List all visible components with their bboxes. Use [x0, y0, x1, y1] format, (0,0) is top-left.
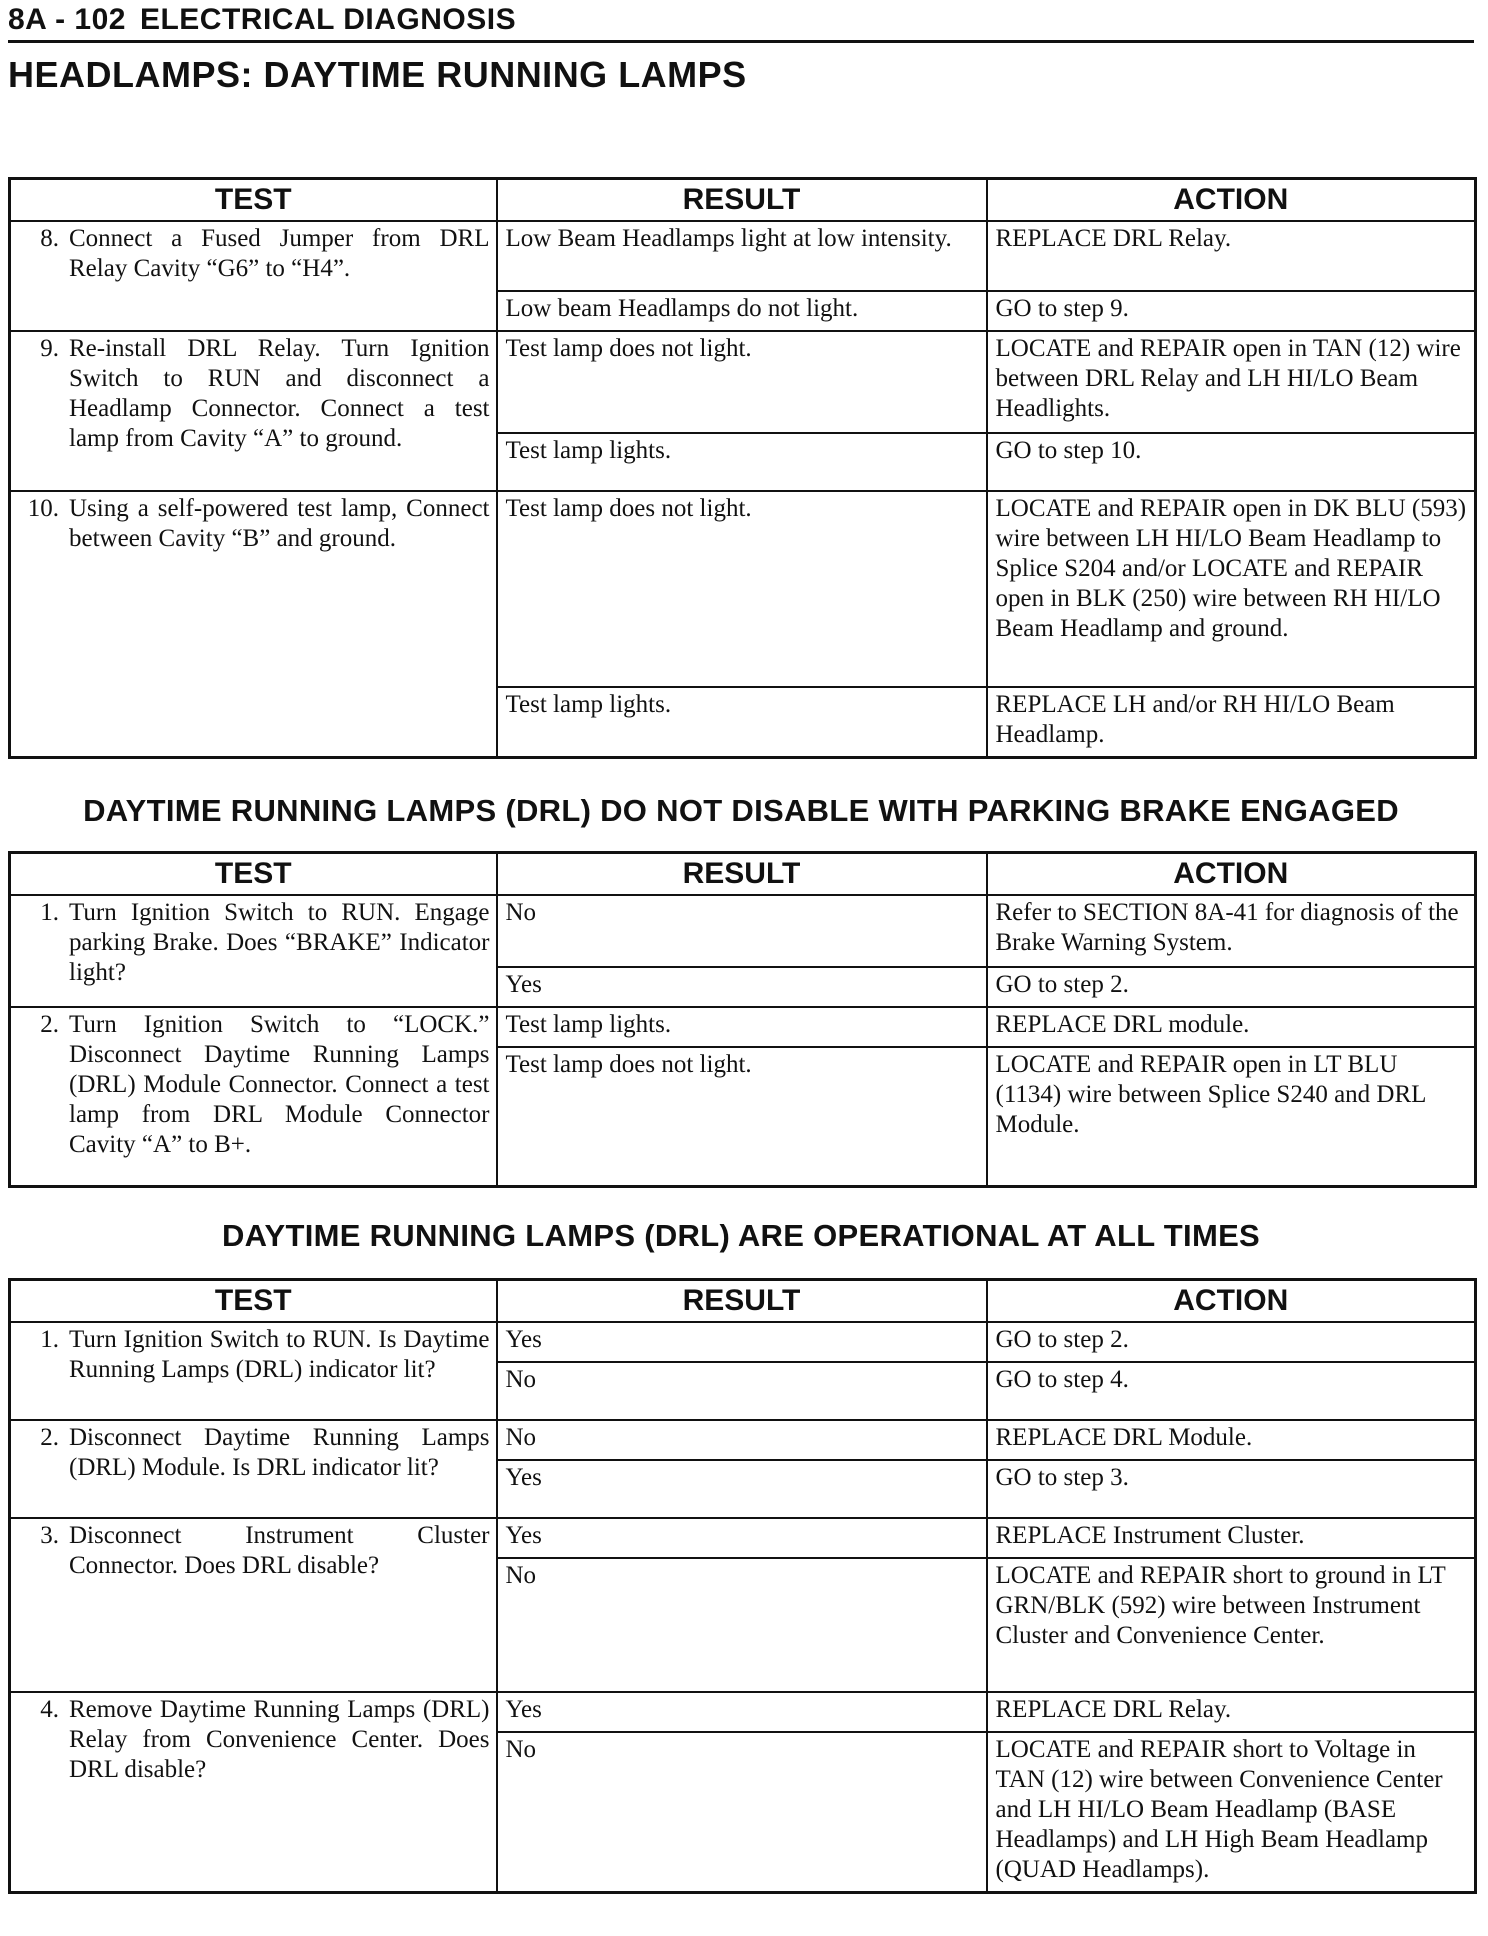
action-cell: LOCATE and REPAIR short to Voltage in TAN (12) wire between Convenience Center and LH HI/LO Beam Headlamp (BASE Headlamps) and LH High Beam Headlamp (QUAD Headlamps). — [987, 1732, 1476, 1892]
action-cell: Refer to SECTION 8A-41 for diagnosis of the Brake Warning System. — [987, 895, 1476, 967]
table-header-row — [10, 852, 1476, 895]
diagnosis-table-3 — [8, 1278, 1477, 1894]
result-cell: Yes — [497, 1518, 987, 1558]
table-row — [10, 491, 1476, 687]
test-step-3 — [10, 1518, 497, 1692]
action-cell: GO to step 10. — [987, 433, 1476, 491]
section-name: ELECTRICAL DIAGNOSIS — [139, 3, 517, 36]
result-cell: No — [497, 1732, 987, 1892]
section-title-operational-all-times: DAYTIME RUNNING LAMPS (DRL) ARE OPERATIONAL AT ALL TIMES — [221, 1218, 1261, 1253]
table-row — [10, 221, 1476, 291]
result-cell: Test lamp lights. — [497, 1007, 987, 1047]
step-text: Disconnect Instrument Cluster Connector. Does DRL disable? — [69, 1522, 490, 1579]
test-step-2 — [10, 1007, 497, 1187]
step-text: Remove Daytime Running Lamps (DRL) Relay from Convenience Center. Does DRL disable? — [69, 1696, 490, 1783]
test-step-1 — [10, 1322, 497, 1420]
test-step-9 — [10, 331, 497, 491]
step-number: 1. — [40, 1326, 59, 1353]
action-cell: GO to step 3. — [987, 1460, 1476, 1518]
col-header-action: ACTION — [987, 852, 1476, 895]
result-cell: Low Beam Headlamps light at low intensity. — [497, 221, 987, 291]
diagnosis-table-2 — [8, 851, 1477, 1189]
action-cell: REPLACE Instrument Cluster. — [987, 1518, 1476, 1558]
action-cell: GO to step 9. — [987, 291, 1476, 331]
step-text: Turn Ignition Switch to “LOCK.” Disconnect Daytime Running Lamps (DRL) Module Connector. Connect a test lamp from DRL Module Connector Cavity “A” to B+. — [69, 1010, 490, 1158]
result-cell: No — [497, 1420, 987, 1460]
result-cell: Low beam Headlamps do not light. — [497, 291, 987, 331]
table-row — [10, 1322, 1476, 1362]
col-header-result: RESULT — [497, 179, 987, 222]
step-text: Disconnect Daytime Running Lamps (DRL) Module. Is DRL indicator lit? — [69, 1424, 490, 1481]
action-cell: LOCATE and REPAIR short to ground in LT GRN/BLK (592) wire between Instrument Cluster and Convenience Center. — [987, 1558, 1476, 1692]
table-row — [10, 1692, 1476, 1732]
page-number: 8A - 102 — [8, 3, 126, 36]
result-cell: Yes — [497, 967, 987, 1007]
action-cell: REPLACE DRL Relay. — [987, 1692, 1476, 1732]
test-step-1 — [10, 895, 497, 1007]
result-cell: No — [497, 1362, 987, 1420]
action-cell: REPLACE DRL Module. — [987, 1420, 1476, 1460]
test-step-8 — [10, 221, 497, 331]
page-header — [8, 0, 1474, 43]
result-cell: No — [497, 895, 987, 967]
test-step-4 — [10, 1692, 497, 1892]
step-number: 10. — [27, 495, 59, 522]
section-title-parking-brake: DAYTIME RUNNING LAMPS (DRL) DO NOT DISABLE WITH PARKING BRAKE ENGAGED — [83, 792, 1399, 828]
step-number: 4. — [40, 1696, 59, 1723]
action-cell: LOCATE and REPAIR open in LT BLU (1134) wire between Splice S240 and DRL Module. — [987, 1047, 1476, 1187]
action-cell: LOCATE and REPAIR open in DK BLU (593) wire between LH HI/LO Beam Headlamp to Splice S204 and/or LOCATE and REPAIR open in BLK (250) wire between RH HI/LO Beam Headlamp and ground. — [987, 491, 1476, 687]
table-header-row — [10, 1280, 1476, 1323]
step-text: Connect a Fused Jumper from DRL Relay Cavity “G6” to “H4”. — [69, 225, 490, 282]
manual-page — [8, 0, 1474, 1894]
result-cell: Yes — [497, 1460, 987, 1518]
result-cell: Yes — [497, 1322, 987, 1362]
col-header-action: ACTION — [987, 179, 1476, 222]
result-cell: Yes — [497, 1692, 987, 1732]
table-row — [10, 331, 1476, 433]
step-number: 8. — [40, 225, 59, 252]
col-header-action: ACTION — [987, 1280, 1476, 1323]
action-cell: GO to step 2. — [987, 1322, 1476, 1362]
action-cell: LOCATE and REPAIR open in TAN (12) wire between DRL Relay and LH HI/LO Beam Headlights. — [987, 331, 1476, 433]
action-cell: GO to step 2. — [987, 967, 1476, 1007]
step-text: Re-install DRL Relay. Turn Ignition Switch to RUN and disconnect a Headlamp Connector. Connect a test lamp from Cavity “A” to ground. — [69, 335, 490, 452]
table-row — [10, 895, 1476, 967]
step-text: Turn Ignition Switch to RUN. Engage parking Brake. Does “BRAKE” Indicator light? — [69, 898, 490, 986]
step-text: Turn Ignition Switch to RUN. Is Daytime Running Lamps (DRL) indicator lit? — [69, 1326, 490, 1383]
result-cell: No — [497, 1558, 987, 1692]
col-header-test: TEST — [10, 1280, 497, 1323]
table-header-row — [10, 179, 1476, 222]
col-header-test: TEST — [10, 179, 497, 222]
action-cell: REPLACE LH and/or RH HI/LO Beam Headlamp. — [987, 687, 1476, 757]
col-header-test: TEST — [10, 852, 497, 895]
result-cell: Test lamp lights. — [497, 433, 987, 491]
step-number: 3. — [40, 1522, 59, 1549]
step-number: 9. — [40, 335, 59, 362]
table-row — [10, 1007, 1476, 1047]
action-cell: REPLACE DRL Relay. — [987, 221, 1476, 291]
result-cell: Test lamp does not light. — [497, 491, 987, 687]
step-number: 1. — [40, 898, 59, 926]
table-row — [10, 1518, 1476, 1558]
result-cell: Test lamp does not light. — [497, 331, 987, 433]
diagnosis-table-1 — [8, 177, 1477, 759]
test-step-10 — [10, 491, 497, 757]
result-cell: Test lamp lights. — [497, 687, 987, 757]
action-cell: REPLACE DRL module. — [987, 1007, 1476, 1047]
page-subtitle: HEADLAMPS: DAYTIME RUNNING LAMPS — [8, 54, 747, 95]
action-cell: GO to step 4. — [987, 1362, 1476, 1420]
result-cell: Test lamp does not light. — [497, 1047, 987, 1187]
table-row — [10, 1420, 1476, 1460]
step-text: Using a self-powered test lamp, Connect between Cavity “B” and ground. — [69, 495, 490, 552]
test-step-2 — [10, 1420, 497, 1518]
step-number: 2. — [40, 1010, 59, 1038]
col-header-result: RESULT — [497, 1280, 987, 1323]
col-header-result: RESULT — [497, 852, 987, 895]
step-number: 2. — [40, 1424, 59, 1451]
